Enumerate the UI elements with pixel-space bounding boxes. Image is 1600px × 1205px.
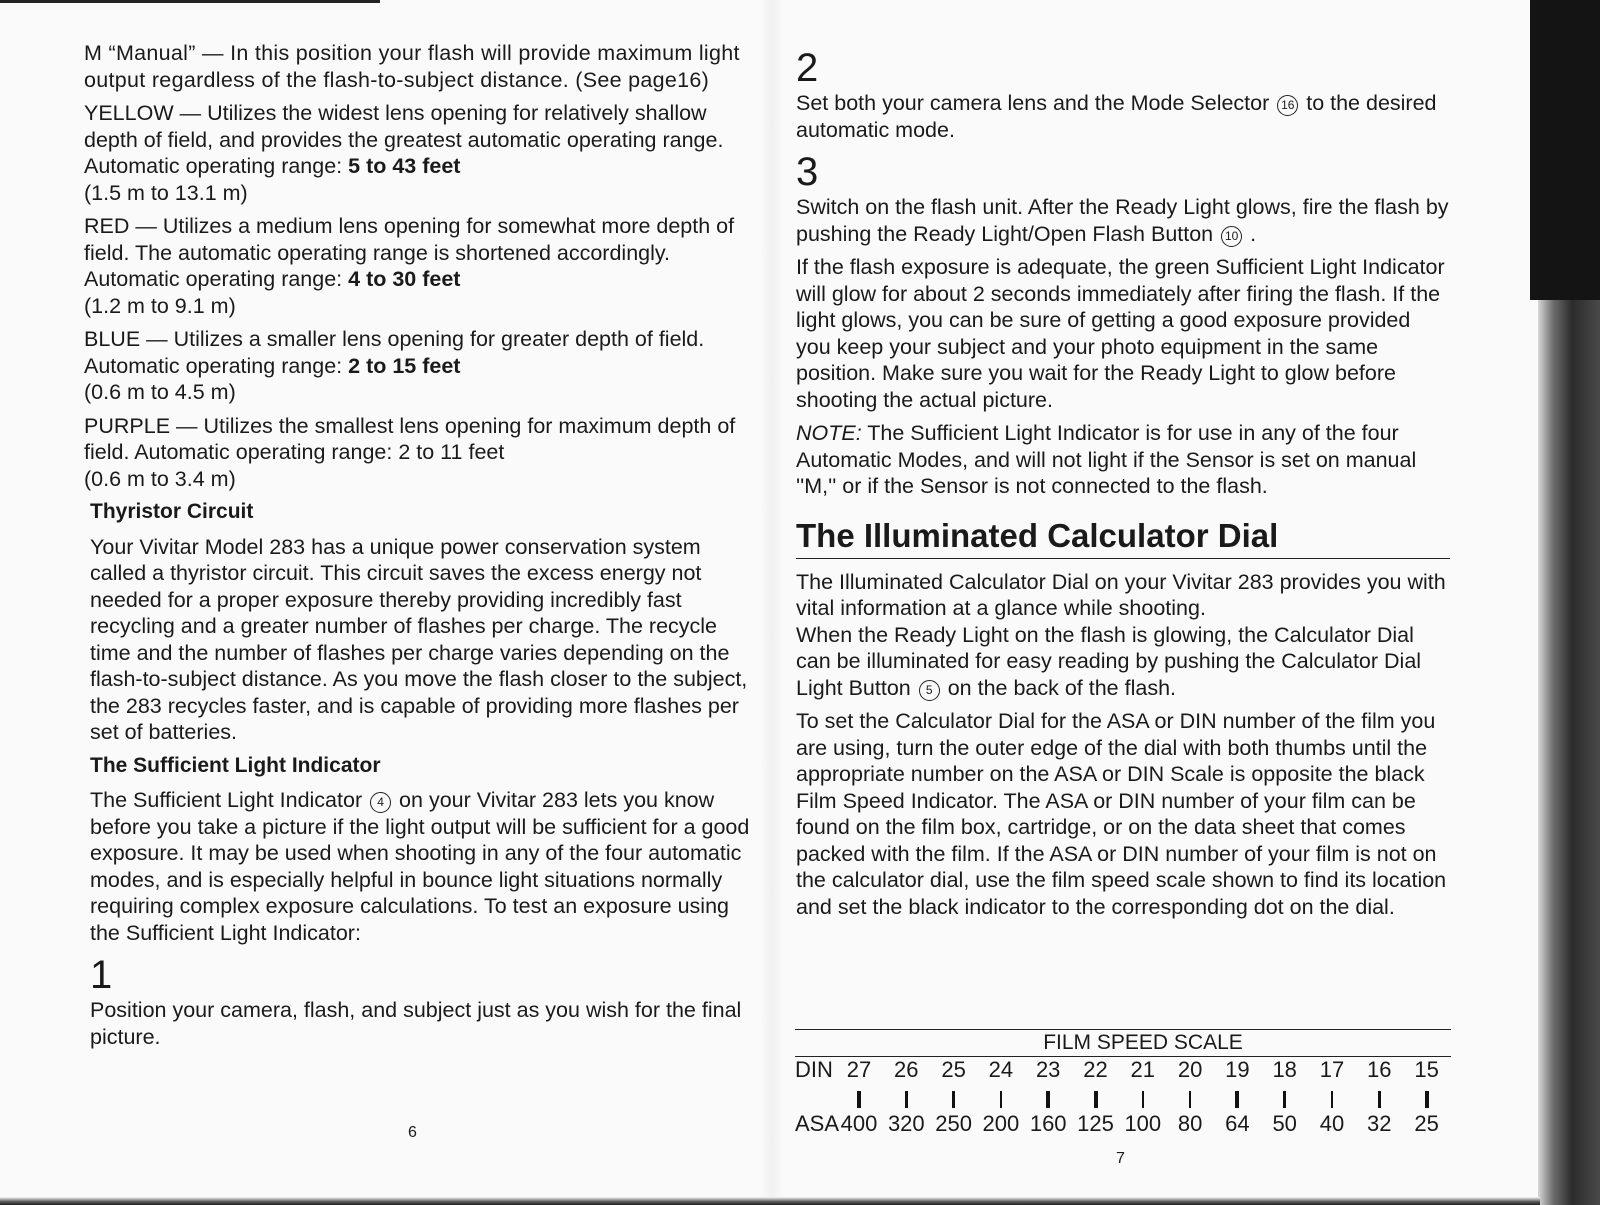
step-2-text-a: Set both your camera lens and the Mode Selector (796, 91, 1276, 115)
dial-illumination-text (796, 622, 1450, 702)
step-1-number: 1 (90, 953, 113, 997)
step-3-text-b: . (1244, 221, 1257, 246)
scale-tick-mark (857, 1091, 861, 1108)
red-mode-text: Utilizes a medium lens opening for somewhat more depth of field. The automatic operating range is shortened accordingly. Automatic operating range: (84, 214, 735, 291)
dial-illumination-text-a: When the Ready Light on the flash is glowing, the Calculator Dial can be illuminated for easy reading by pushing the Calculator Dial Light Button (796, 622, 1422, 700)
manual-mode-text: In this position your flash will provide maximum light output regardless of the flash-to-subject distance. (See page16) (84, 41, 740, 92)
right-page (796, 42, 1450, 927)
scale-tick-mark (1000, 1091, 1003, 1108)
callout-5-icon: 5 (919, 680, 940, 701)
purple-mode-paragraph (84, 413, 754, 493)
yellow-mode-lead: YELLOW — (84, 101, 202, 125)
dial-illumination-text-b: on the back of the flash. (941, 675, 1176, 700)
sufficient-light-heading: The Sufficient Light Indicator (90, 753, 381, 777)
thyristor-heading: Thyristor Circuit (90, 500, 254, 523)
adequate-exposure-text: If the flash exposure is adequate, the green Sufficient Light Indicator will glow for about 2 seconds immediately after firing the flash. If the light glows, you can be sure of getting a good exposure provided you keep your subject and your photo equipment in the same position. Make sure you wait for the Ready Light to glow before shooting the actual picture. (796, 255, 1445, 412)
step-2-text-b: to the desired automatic mode. (796, 91, 1437, 142)
din-row (795, 1057, 1451, 1087)
purple-mode-text: Utilizes the smallest lens opening for maximum depth of field. Automatic operating range: (84, 413, 736, 464)
asa-value: 125 (1077, 1111, 1114, 1136)
page-bottom-edge (0, 1197, 1540, 1205)
step-3-text (796, 194, 1450, 247)
asa-value: 32 (1367, 1111, 1392, 1136)
page-number-right: 7 (1116, 1150, 1125, 1167)
scale-tick-mark (1189, 1091, 1192, 1108)
step-3-number: 3 (796, 150, 819, 194)
blue-mode-paragraph (84, 326, 754, 406)
page-number-left: 6 (408, 1124, 417, 1141)
din-value: 26 (894, 1057, 919, 1082)
scale-title: FILM SPEED SCALE (1043, 1031, 1243, 1054)
sufficient-light-text-a: The Sufficient Light Indicator (90, 788, 369, 812)
asa-value: 400 (840, 1111, 878, 1136)
index-tab (1530, 0, 1600, 300)
scale-tick-mark (1046, 1091, 1050, 1108)
callout-10-icon: 10 (1221, 226, 1242, 247)
callout-4-icon: 4 (370, 792, 391, 813)
asa-value: 50 (1272, 1111, 1297, 1136)
din-value: 15 (1414, 1057, 1439, 1082)
red-mode-paragraph (84, 213, 754, 319)
scale-tick-mark (1094, 1091, 1098, 1108)
blue-mode-text: Utilizes a smaller lens opening for greater depth of field. Automatic operating range: (84, 327, 705, 378)
din-label: DIN (795, 1057, 833, 1082)
sufficient-light-text-b: on your Vivitar 283 lets you know before you take a picture if the light output will be sufficient for a good exposure. It may be used when shooting in any of the four automatic modes, and is especially helpful in bounce light situations normally requiring complex exposure calculations. To test an exposure using the Sufficient Light Indicator: (90, 788, 750, 945)
scale-tick-mark (1378, 1091, 1381, 1108)
asa-value: 160 (1029, 1111, 1067, 1136)
note-paragraph (796, 420, 1450, 500)
scale-tick-mark (1235, 1091, 1239, 1108)
left-page (84, 40, 754, 1057)
yellow-mode-paragraph (84, 100, 754, 206)
asa-label: ASA (795, 1111, 840, 1136)
blue-mode-lead: BLUE — (84, 327, 168, 351)
book-gutter (760, 0, 784, 1205)
step-1-text: Position your camera, flash, and subject just as you wish for the final picture. (90, 998, 742, 1049)
blue-metric: (0.6 m to 4.5 m) (84, 380, 236, 404)
yellow-metric: (1.5 m to 13.1 m) (84, 180, 248, 205)
step-2-text (796, 90, 1450, 143)
asa-value: 80 (1177, 1111, 1203, 1136)
scale-tick-mark (1283, 1091, 1286, 1108)
din-value: 25 (941, 1057, 966, 1082)
scale-tick-mark (1142, 1091, 1145, 1108)
note-label: NOTE: (796, 421, 862, 445)
step-2-number: 2 (796, 46, 819, 90)
purple-range: 2 to 11 feet (398, 440, 505, 464)
scale-tick-mark (952, 1091, 955, 1108)
din-value: 17 (1319, 1057, 1345, 1082)
din-value: 16 (1367, 1057, 1392, 1082)
scale-tick-mark (1331, 1091, 1334, 1108)
film-speed-scale (795, 1029, 1451, 1141)
manual-mode-paragraph (84, 40, 754, 93)
asa-value: 200 (982, 1111, 1020, 1136)
red-range: 4 to 30 feet (348, 267, 461, 291)
din-value: 24 (988, 1057, 1014, 1082)
manual-mode-lead: M “Manual” — (84, 41, 224, 65)
red-metric: (1.2 m to 9.1 m) (84, 293, 236, 318)
calculator-dial-heading: The Illuminated Calculator Dial (796, 516, 1279, 554)
callout-16-icon: 16 (1277, 95, 1298, 116)
dial-intro-text: The Illuminated Calculator Dial on your Vivitar 283 provides you with vital information at a glance while shooting. (796, 569, 1446, 620)
thyristor-text: Your Vivitar Model 283 has a unique power conservation system called a thyristor circuit. This circuit saves the excess energy not needed for a proper exposure thereby providing incredibly fast recycling and a greater number of flashes per charge. The recycle time and the number of flashes per charge varies depending on the flash-to-subject distance. As you move the flash closer to the subject, the 283 recycles faster, and is capable of providing more flashes per set of batteries. (90, 534, 748, 744)
din-value: 23 (1035, 1057, 1061, 1082)
din-value: 22 (1083, 1057, 1108, 1082)
din-value: 27 (846, 1057, 872, 1082)
asa-value: 40 (1319, 1111, 1345, 1136)
red-mode-lead: RED — (84, 214, 157, 238)
scale-tick-mark (905, 1091, 908, 1108)
din-value: 19 (1225, 1057, 1250, 1082)
din-value: 21 (1130, 1057, 1156, 1082)
dial-setting-text: To set the Calculator Dial for the ASA or DIN number of the film you are using, turn the outer edge of the dial with both thumbs until the appropriate number on the ASA or DIN Scale is opposite the black Film Speed Indicator. The ASA or DIN number of your film can be found on the film box, cartridge, or on the data sheet that comes packed with the film. If the ASA or DIN number of your film is not on the calculator dial, use the film speed scale shown to find its location and set the black indicator to the corresponding dot on the dial. (796, 709, 1447, 919)
purple-mode-lead: PURPLE — (84, 413, 198, 438)
note-text: The Sufficient Light Indicator is for use in any of the four Automatic Modes, and will not light if the Sensor is set on manual ''M,'' or if the Sensor is not connected to the flash. (796, 421, 1417, 498)
asa-value: 320 (887, 1111, 925, 1136)
din-value: 18 (1272, 1057, 1297, 1082)
asa-value: 64 (1225, 1111, 1250, 1136)
step-3-text-a: Switch on the flash unit. After the Ready Light glows, fire the flash by pushing the Ready Light/Open Flash Button (796, 195, 1449, 246)
asa-value: 25 (1414, 1111, 1439, 1136)
blue-range: 2 to 15 feet (348, 353, 461, 378)
asa-row (795, 1111, 1451, 1141)
page-top-edge (0, 0, 380, 3)
sufficient-light-text (84, 787, 754, 946)
yellow-mode-text: Utilizes the widest lens opening for relatively shallow depth of field, and provides the greatest automatic operating range. Automatic operating range: (84, 101, 724, 178)
asa-value: 100 (1124, 1111, 1162, 1136)
purple-metric: (0.6 m to 3.4 m) (84, 466, 236, 491)
yellow-range: 5 to 43 feet (348, 154, 461, 178)
scale-tick-mark (1425, 1091, 1429, 1108)
din-value: 20 (1177, 1057, 1203, 1082)
heading-rule (796, 558, 1450, 559)
asa-value: 250 (935, 1111, 972, 1136)
tick-row (795, 1087, 1451, 1111)
